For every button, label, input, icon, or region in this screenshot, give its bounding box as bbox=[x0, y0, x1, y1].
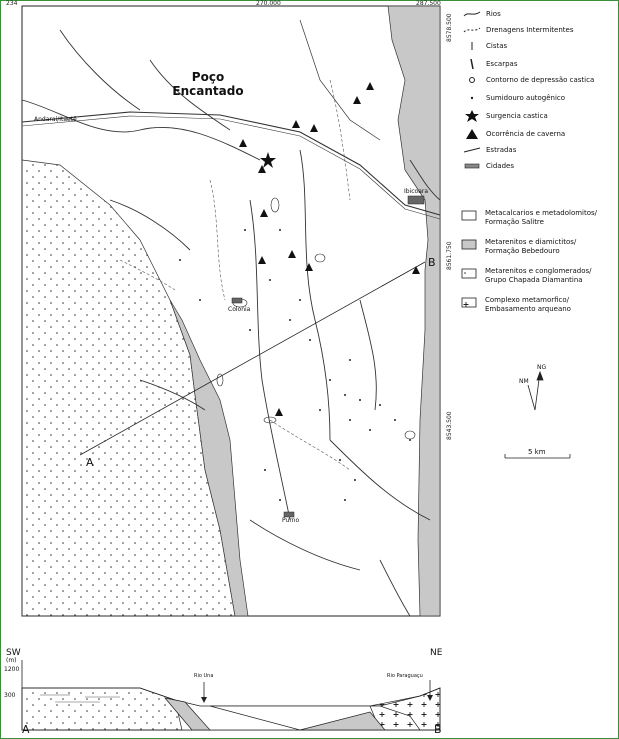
profile-end-label: B bbox=[428, 256, 436, 269]
legend-label: Drenagens Intermitentes bbox=[486, 26, 574, 34]
legend-label: Escarpas bbox=[486, 60, 518, 68]
unit-box-embasamento bbox=[462, 298, 476, 307]
legend-label: Estradas bbox=[486, 146, 517, 154]
unit-box-bebedouro bbox=[462, 240, 476, 249]
unit-box-chapada bbox=[462, 269, 476, 278]
coord-right-1: 8578.500 bbox=[446, 13, 453, 42]
legend-unit-salitre bbox=[480, 209, 597, 227]
legend-unit-label: Complexo metamorfico/ Embasamento arqueano bbox=[485, 296, 571, 313]
legend-label: Sumidouro autogênico bbox=[486, 94, 566, 102]
cave-triangle-icon bbox=[462, 129, 482, 139]
legend-unit-label: Metacalcarios e metadolomitos/ Formação Salitre bbox=[485, 209, 598, 226]
legend-item-escarpas bbox=[462, 58, 517, 70]
town-label-ibicoara: Ibicoara bbox=[404, 188, 429, 195]
legend-unit-label: Metarenitos e conglomerados/ Grupo Chapada Diamantina bbox=[485, 267, 592, 284]
legend-label: Cidades bbox=[486, 162, 514, 170]
legend-unit-embasamento bbox=[480, 296, 571, 314]
town-label-purno: Purno bbox=[282, 517, 300, 524]
legend-item-estradas bbox=[462, 144, 516, 156]
legend-item-sumidouro bbox=[462, 92, 565, 104]
north-arrow bbox=[528, 372, 543, 410]
section-ne: NE bbox=[430, 648, 443, 658]
section-river-una: Rio Una bbox=[194, 673, 214, 679]
river-icon bbox=[462, 9, 482, 19]
scale-bar-label: 5 km bbox=[528, 448, 546, 456]
legend-label: Ocorrência de caverna bbox=[486, 130, 566, 138]
legend-unit-bebedouro bbox=[480, 238, 576, 256]
legend-label: Surgencia castica bbox=[486, 112, 548, 120]
legend-item-cidades bbox=[462, 160, 514, 172]
section-tick-1200: 1200 bbox=[4, 666, 20, 673]
north-label-nm: NM bbox=[519, 378, 529, 385]
coord-right-2: 8561.750 bbox=[446, 241, 453, 270]
road-label: Andaraí/Itaetê bbox=[34, 116, 77, 123]
section-river-paraguacu: Rio Paraguaçu bbox=[387, 673, 423, 679]
section-unit: (m) bbox=[6, 657, 17, 664]
town-label-colonia: Colonia bbox=[228, 306, 251, 313]
scarp-icon bbox=[462, 59, 482, 69]
section-end-a: A bbox=[22, 723, 30, 736]
legend-item-cistas bbox=[462, 40, 507, 52]
section-end-b: B bbox=[434, 723, 442, 736]
legend-item-rivers bbox=[462, 8, 501, 20]
legend-item-depressao bbox=[462, 74, 594, 86]
karst-depression-icon bbox=[462, 75, 482, 85]
spring-star-icon bbox=[462, 111, 482, 121]
coord-top-1: 234 bbox=[6, 0, 18, 7]
coord-top-3: 287.500 bbox=[416, 0, 441, 7]
section-sw: SW bbox=[6, 648, 21, 658]
legend-label: Cistas bbox=[486, 42, 508, 50]
legend-item-surgencia bbox=[462, 110, 548, 122]
section-tick-300: 300 bbox=[4, 692, 16, 699]
map-title: Poço Encantado bbox=[172, 70, 244, 98]
legend-label: Contorno de depressão castica bbox=[486, 76, 595, 84]
intermittent-drainage-icon bbox=[462, 25, 482, 35]
unit-box-salitre bbox=[462, 211, 476, 220]
legend-label: Rios bbox=[486, 10, 501, 18]
legend-item-drainages bbox=[462, 24, 573, 36]
profile-start-label: A bbox=[86, 456, 94, 469]
legend-item-caverna bbox=[462, 128, 565, 140]
road-icon bbox=[462, 145, 482, 155]
north-label-ng: NG bbox=[537, 364, 547, 371]
city-icon bbox=[462, 161, 482, 171]
legend-unit-chapada bbox=[480, 267, 592, 285]
legend-unit-label: Metarenitos e diamictitos/ Formação Bebedouro bbox=[485, 238, 577, 255]
sinkhole-icon bbox=[462, 93, 482, 103]
cista-icon bbox=[462, 41, 482, 51]
coord-right-3: 8543.500 bbox=[446, 411, 453, 440]
coord-top-2: 270.000 bbox=[256, 0, 281, 7]
cross-section bbox=[22, 660, 440, 730]
